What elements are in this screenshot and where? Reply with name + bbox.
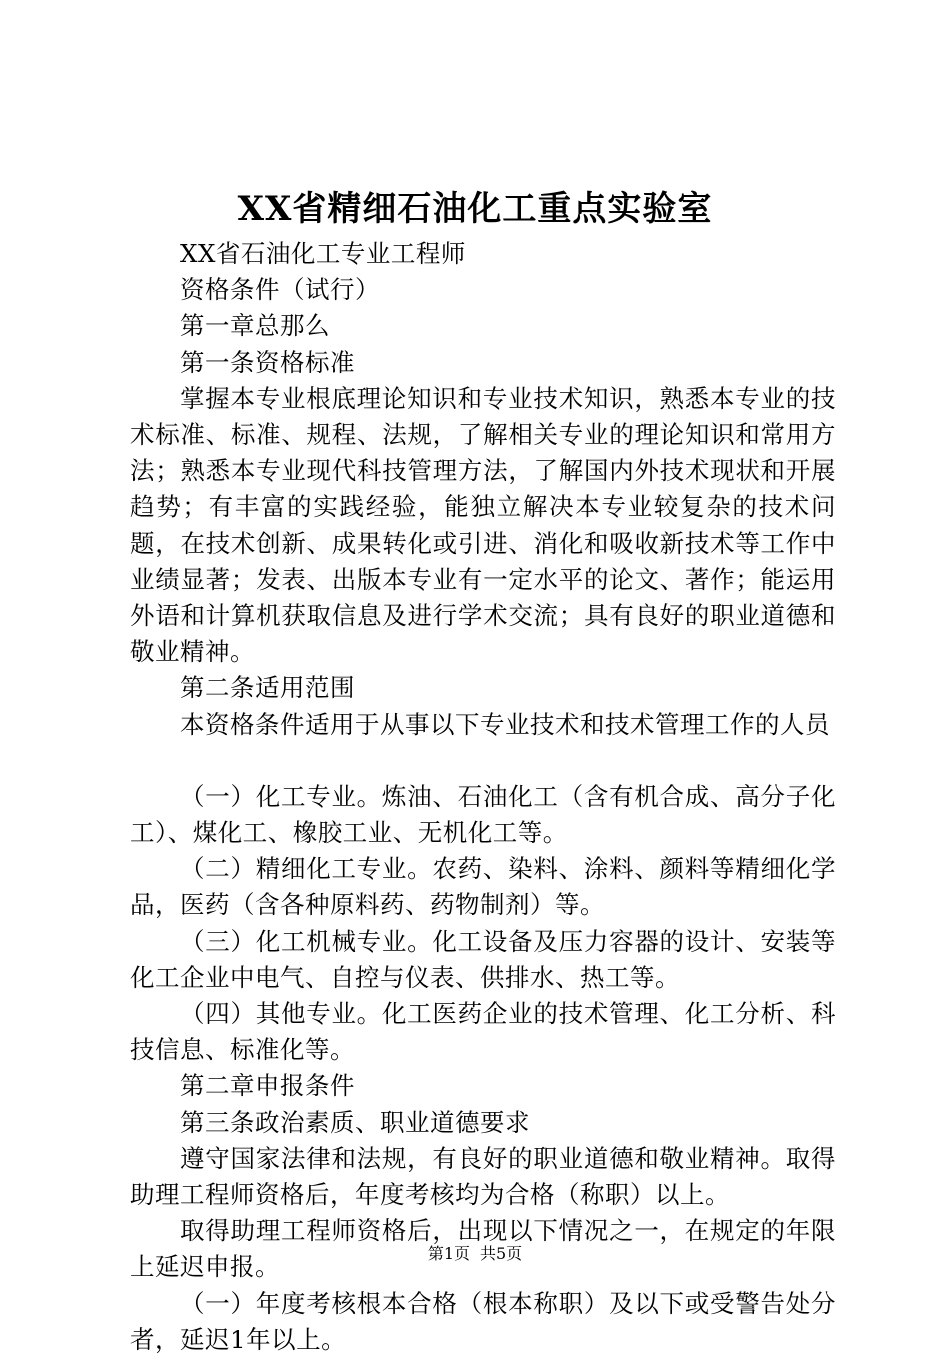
article-heading-1: 第一条资格标准: [180, 347, 355, 377]
paragraph-qualification-standard: 掌握本专业根底理论知识和专业技术知识，熟悉本专业的技术标准、标准、规程、法规，了解相关专业的理论知识和常用方法；熟悉本专业现代科技管理方法，了解国内外技术现状和开展趋势；有丰富的实践经验，能独立解决本专业较复杂的技术问题，在技术创新、成果转化或引进、消化和吸收新技术等工作中业绩显著；发表、出版本专业有一定水平的论文、著作；能运用外语和计算机获取信息及进行学术交流；具有良好的职业道德和敬业精神。: [130, 383, 836, 667]
paragraph-subtitle-2: 资格条件（试行）: [180, 275, 380, 305]
page-number-current: 第1页: [427, 1244, 470, 1263]
list-item-other: （四）其他专业。化工医药企业的技术管理、化工分析、科技信息、标准化等。: [130, 999, 836, 1065]
chapter-heading-2: 第二章申报条件: [180, 1071, 355, 1101]
chapter-heading-1: 第一章总那么: [180, 311, 330, 341]
paragraph-subtitle-1: XX省石油化工专业工程师: [180, 239, 466, 268]
list-item-fine-chemical: （二）精细化工专业。农药、染料、涂料、颜料等精细化学品，医药（含各种原料药、药物制剂）等。: [130, 854, 836, 920]
list-item-chemical: （一）化工专业。炼油、石油化工（含有机合成、高分子化工）、煤化工、橡胶工业、无机化工等。: [130, 781, 836, 848]
paragraph-delay-conditions: 取得助理工程师资格后，出现以下情况之一，在规定的年限上延迟申报。: [130, 1216, 836, 1282]
paragraph-law-compliance: 遵守国家法律和法规，有良好的职业道德和敬业精神。取得助理工程师资格后，年度考核均为合格（称职）以上。: [130, 1143, 836, 1210]
article-heading-3: 第三条政治素质、职业道德要求: [180, 1107, 530, 1137]
article-heading-2: 第二条适用范围: [180, 673, 355, 703]
paragraph-scope: 本资格条件适用于从事以下专业技术和技术管理工作的人员: [180, 709, 830, 739]
list-item-delay-1: （一）年度考核根本合格（根本称职）及以下或受警告处分者，延迟1年以上。: [130, 1288, 836, 1354]
page-footer: [0, 1242, 950, 1266]
document-title: XX省精细石油化工重点实验室: [237, 189, 713, 229]
page-number-total: 共5页: [480, 1244, 523, 1263]
document-body: [130, 236, 836, 1358]
list-item-chemical-machinery: （三）化工机械专业。化工设备及压力容器的设计、安装等化工企业中电气、自控与仪表、供排水、热工等。: [130, 926, 836, 992]
